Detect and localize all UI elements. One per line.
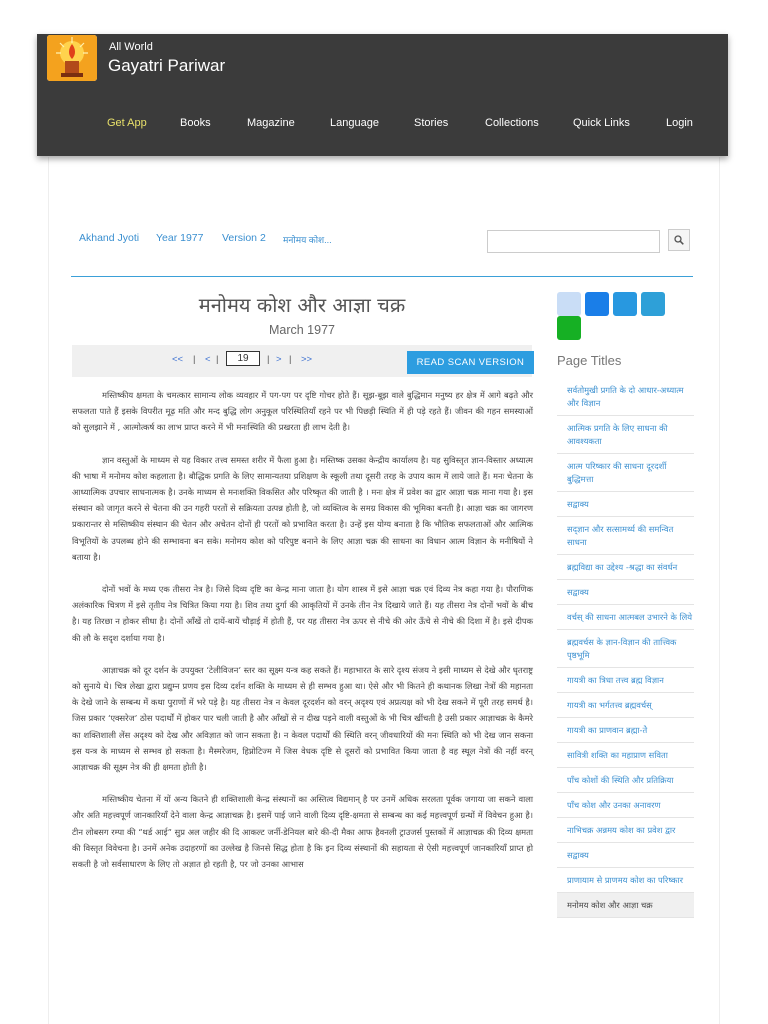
sidebar-page-title-item[interactable]: आत्मिक प्रगति के लिए साधना की आवश्यकता [557,416,694,454]
sidebar-page-title-item[interactable]: सद्ज्ञान और सत्सामर्थ्य की समन्वित साधना [557,517,694,555]
divider-line [71,276,693,277]
sidebar-page-title-item[interactable]: ब्रह्मवर्चस के ज्ञान-विज्ञान की तात्त्विक पृष्ठभूमि [557,630,694,668]
page-number-input[interactable]: 19 [226,351,260,366]
sidebar-page-title-item[interactable]: पाँच कोश और उनका अनावरण [557,793,694,818]
search-icon [674,235,684,245]
sidebar-page-title-item[interactable]: सद्वाक्य [557,492,694,517]
sidebar-page-title-item[interactable]: वर्चस् की साधना आत्मबल उभारने के लिये [557,605,694,630]
sidebar-page-title-item[interactable]: ब्रह्मविद्या का उद्देश्य -श्रद्धा का संवर्धन [557,555,694,580]
nav-stories[interactable]: Stories [414,117,449,129]
share-button-whatsapp[interactable] [557,316,581,340]
article-paragraph: आज्ञाचक्र को दूर दर्शन के उपयुक्त ‘टेलीविजन’ स्तर का सूक्ष्म यन्त्र कह सकते हैं। महाभारत के सारे दृश्य संजय ने इसी माध्यम से देखे और धृतराष्ट्र को सुनाये थे। चित्र लेखा द्वारा प्रद्युम्न प्रणय इस दिव्य दर्शन शक्ति के माध्यम से ही सम्भव हुआ था। ऐसे और भी कितने ही कथानक लिखा नेत्रों की महानता के देखे जाने के सम्बन्ध में कथा पुराणों में भरे पड़े है। यह तीसरा नेत्र न केवल दूरदर्शन को वरन् अदृश्य एवं अप्रत्यक्ष को भी देख सकने में पूरी तरह समर्थ है। जिस प्रकार ‘एक्सरेज’ ठोस पदार्थों में होकर पार चली जाती है और आँखों से न दीख पड़ने वाली वस्तुओं के भी चित्र खींचती है उसी प्रकार आज्ञाचक्र के कैमरे का शक्तिशाली लेंस अदृश्य को देख और अविज्ञात को जान सकता है। न केवल पदार्थों की स्थिति वरन् जीवधारियों की मनः स्थिति को भी देख जान सकना इस यन्त्र के माध्यम से सम्भव हो सकता है। मैस्मरेजम, हिप्नोटिज्म में जिस वेधक दृष्टि से दूसरों को प्रभावित किया जाता है वह स्थूल नेत्रों की नहीं वरन् आज्ञाचक्र की सूक्ष्म नेत्र की ही क्षमता होती है। [72,664,534,773]
share-button-1[interactable] [557,292,581,316]
share-button-facebook[interactable] [585,292,609,316]
sidebar-page-title-item[interactable]: प्राणायाम से प्राणमय कोश का परिष्कार [557,868,694,893]
sidebar-page-title-item[interactable]: आत्म परिष्कार की साधना दूरदर्शी बुद्धिमत्ता [557,454,694,492]
article-paragraph: ज्ञान वस्तुओं के माध्यम से यह विकार तत्त्व समस्त शरीर में फैला हुआ है। मस्तिष्क उसका केन्द्रीय कार्यालय है। यह सुविस्तृत ज्ञान-विस्तार अध्यात्म की भाषा में मनोमय कोश कहलाता है। बौद्धिक प्रगति के लिए सामान्यतया प्रशिक्षण के स्कूली तथा दूसरी तरह के उपाय काम में लाये जाते हैं। मनः चेतना के आध्यात्मिक उपचार साधनात्मक है। उनके माध्यम से मनःशक्ति विकसित और परिष्कृत की जाती है । मनः क्षेत्र में प्रवेश का द्वार आज्ञा चक्र माना गया है। इस संस्थान को जागृत करने से चेतना की उन गहरी परतों से सक्रियता उत्पन्न होती है, जो व्यक्तित्व के समग्र विकास की भूमिका बनती है। आज्ञा चक्र का जागरण प्रकारान्तर से मस्तिष्कीय संस्थान की चेतन और अचेतन दोनों ही परतों को प्रभावित करता है। उन्हें इस योग्य बनाता है कि भौतिक सफलताओं और आत्मिक विभूतियों के उपलब्ध होने की सम्भावना बन सके। मनोमय कोश को परिपुष्ट बनाने के लिए आज्ञा चक्र की साधना का विधान आत्म विज्ञान के मनीषियों ने बताया है। [72,454,533,562]
breadcrumb-current[interactable]: मनोमय कोश... [283,235,332,245]
page-title: मनोमय कोश और आज्ञा चक्र [198,293,406,317]
sidebar-page-title-item[interactable]: सावित्री शक्ति का महाप्राण सविता [557,743,694,768]
sidebar-page-title-item[interactable]: गायत्री का भर्गतत्त्व ब्रह्मवर्चस् [557,693,694,718]
pager-last[interactable]: >> [301,354,313,365]
sidebar-page-title-item[interactable]: सद्वाक्य [557,580,694,605]
breadcrumb-year[interactable]: Year 1977 [156,232,204,244]
sidebar-heading: Page Titles [557,353,622,368]
nav-collections[interactable]: Collections [485,117,539,129]
search-button[interactable] [668,229,690,251]
read-scan-version-button[interactable]: READ SCAN VERSION [407,351,534,374]
article-content [72,387,533,888]
pager-bar [72,345,532,377]
pager-separator: | [289,354,292,365]
gayatri-pariwar-logo[interactable] [47,35,97,81]
top-navbar [37,34,728,156]
sidebar-page-title-item[interactable]: मनोमय कोश और आज्ञा चक्र [557,893,694,918]
nav-magazine[interactable]: Magazine [247,117,295,129]
share-button-twitter[interactable] [613,292,637,316]
sidebar-page-title-item[interactable]: नाभिचक्र अन्नमय कोश का प्रवेश द्वार [557,818,694,843]
share-button-telegram[interactable] [641,292,665,316]
pager-first[interactable]: << [172,354,184,365]
pager-next[interactable]: > [276,354,282,365]
nav-get-app[interactable]: Get App [107,117,147,129]
article-paragraph: दोनों भवों के मध्य एक तीसरा नेत्र है। जिसे दिव्य दृष्टि का केन्द्र माना जाता है। योग शास्त्र में इसे आज्ञा चक्र एवं दिव्य नेत्र कहा गया है। पौराणिक अलंकारिक चित्रण में इसे तृतीय नेत्र चित्रित किया गया है। शिव तथा दुर्गा की आकृतियों में उनके तीन नेत्र दिखाये जाते हैं। यह तीसरा नेत्र दोनों भवों के बीच है। यह तिरछा न होकर सीधा है। दोनों आँखें तो दायें-बायें चौड़ाई में होती हैं, पर यह तीसरा नेत्र ऊपर से नीचे की ओर ऊँचे से नीचे की दिशा में है। इसे दीपक की लौ के सदृश दर्शाया गया है। [72,584,533,643]
brand-name[interactable]: Gayatri Pariwar [108,56,226,75]
sidebar-page-title-item[interactable]: सद्वाक्य [557,843,694,868]
pager-separator: | [216,354,219,365]
sidebar-page-title-item[interactable]: गायत्री का त्रिधा तत्त्व ब्रह्म विज्ञान [557,668,694,693]
article-paragraph: मस्तिष्कीय क्षमता के चमत्कार सामान्य लोक व्यवहार में पग-पग पर दृष्टि गोचर होते हैं। सूझ-बूझ वाले बुद्धिमान मनुष्य हर क्षेत्र में आगे बढ़ते और सफलता पाते हैं इसके विपरीत मूढ़ मति और मन्द बुद्धि लोग अनुकूल परिस्थितियाँ रहने पर भी पिछड़ी स्थिति में ही पड़े रहते हैं। जीवन की गहन समस्याओं को सुलझाने में , आत्मोत्कर्ष का लाभ प्राप्त करने में भी मनःस्थिति की प्रखरता ही लाभ देती है। [72,390,533,433]
page-titles-list [557,378,694,918]
pager-separator: | [193,354,196,365]
pager-prev[interactable]: < [205,354,211,365]
sidebar-page-title-item[interactable]: सर्वतोमुखी प्रगति के दो आधार-अध्यात्म और विज्ञान [557,378,694,416]
nav-language[interactable]: Language [330,117,379,129]
sidebar-page-title-item[interactable]: गायत्री का प्राणवान ब्रह्मा-तेे [557,718,694,743]
breadcrumb-version[interactable]: Version 2 [222,232,266,244]
brand-subtitle: All World [109,41,153,53]
sidebar-page-title-item[interactable]: पाँच कोशों की स्थिति और प्रतिक्रिया [557,768,694,793]
pager-separator: | [267,354,270,365]
page-date: March 1977 [268,323,335,337]
nav-quick-links[interactable]: Quick Links [573,117,630,129]
article-paragraph: मस्तिष्कीय चेतना में यों अन्य कितने ही शक्तिशाली केन्द्र संस्थानों का अस्तित्व विद्यमान् है पर उनमें अधिक सरलता पूर्वक जगाया जा सकने वाला और अति महत्त्वपूर्ण जानकारियाँ देने वाला केन्द्र आज्ञाचक्र है। इसमें पाई जाने वाली दिव्य दृष्टि-क्षमता से सम्बन्ध का कई महत्त्वपूर्ण ग्रन्थों में विवेचन हुआ है। टीन लोबसग रम्पा की “थर्ड आई” सुप्र अल जहीर की दि आकल्ट जर्नी-डेनियल बारे की-दी मैका आफ हैवनली ट्राउजर्स पुस्तकों में आज्ञाचक्र की दिव्य क्षमता की विस्तृत विवेचना है। उनमें अनेक उदाहरणों का उल्लेख है जिनसे सिद्ध होता है कि इन दिव्य संस्थानों की सहायता से ऐसी महत्त्वपूर्ण जानकारियाँ प्राप्त हो सकती है जो सर्वसाधारण के लिए तो अज्ञात हो रहती है, पर जो उनका आभास [72,794,533,870]
search-input[interactable] [487,230,660,253]
nav-books[interactable]: Books [180,117,211,129]
nav-login[interactable]: Login [666,117,693,129]
breadcrumb-akhand-jyoti[interactable]: Akhand Jyoti [79,232,140,244]
